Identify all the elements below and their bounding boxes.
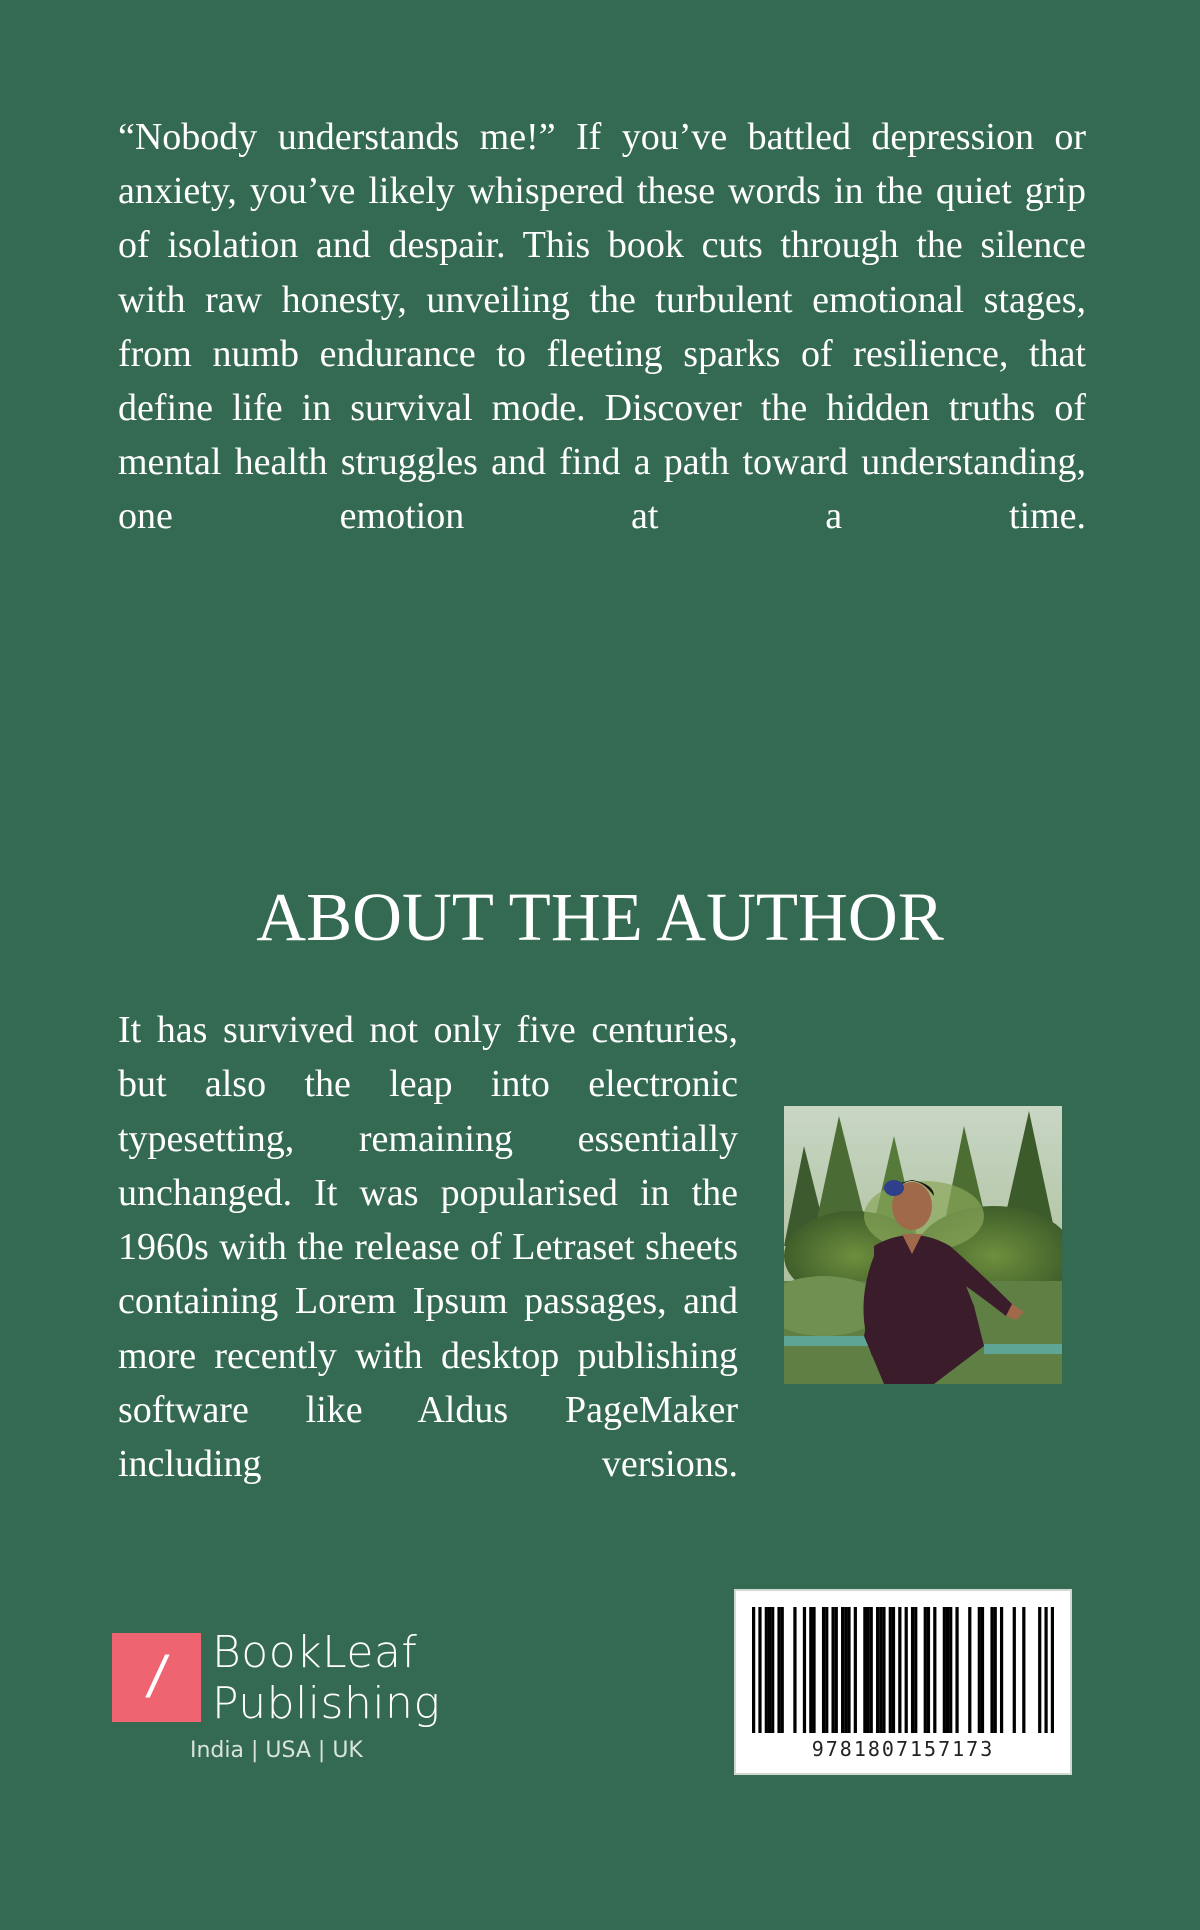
- barcode-bar: [841, 1607, 844, 1733]
- publisher-logo: [112, 1627, 452, 1767]
- isbn-barcode: [734, 1589, 1072, 1775]
- barcode-bar: [847, 1607, 850, 1733]
- barcode-bar: [809, 1607, 812, 1733]
- author-photo: [784, 1106, 1062, 1384]
- barcode-bar: [752, 1607, 755, 1733]
- barcode-bar: [1022, 1607, 1025, 1733]
- barcode-bar: [844, 1607, 847, 1733]
- barcode-bar: [870, 1607, 873, 1733]
- barcode-bar: [863, 1607, 866, 1733]
- barcode-bar: [876, 1607, 879, 1733]
- publisher-logo-mark: [112, 1633, 201, 1722]
- barcode-bar: [882, 1607, 885, 1733]
- barcode-bars: [752, 1607, 1054, 1733]
- barcode-bar: [955, 1607, 958, 1733]
- barcode-bar: [949, 1607, 952, 1733]
- barcode-bar: [1051, 1607, 1054, 1733]
- barcode-bar: [943, 1607, 946, 1733]
- barcode-bar: [914, 1607, 917, 1733]
- barcode-bar: [933, 1607, 936, 1733]
- publisher-name-line2: Publishing: [212, 1678, 441, 1729]
- barcode-bar: [889, 1607, 892, 1733]
- barcode-bar: [927, 1607, 930, 1733]
- barcode-bar: [905, 1607, 908, 1733]
- barcode-bar: [968, 1607, 971, 1733]
- publisher-name-line1: BookLeaf: [212, 1627, 418, 1678]
- barcode-bar: [835, 1607, 838, 1733]
- barcode-bar: [911, 1607, 914, 1733]
- author-bio: It has survived not only five centuries, but also the leap into electronic typesetting, remaining essentially unchanged. It was popularised in the 1960s with the release of Letraset sheets containing Lorem Ipsum passages, and more recently with desktop publishing software like Aldus PageMaker including versions.: [118, 1009, 738, 1486]
- barcode-bar: [898, 1607, 901, 1733]
- barcode-bar: [892, 1607, 895, 1733]
- barcode-bar: [825, 1607, 828, 1733]
- barcode-bar: [1000, 1607, 1003, 1733]
- barcode-bar: [1038, 1607, 1041, 1733]
- barcode-bar: [879, 1607, 882, 1733]
- barcode-bar: [866, 1607, 869, 1733]
- barcode-bar: [812, 1607, 815, 1733]
- barcode-bar: [803, 1607, 806, 1733]
- barcode-bar: [978, 1607, 981, 1733]
- barcode-bar: [854, 1607, 857, 1733]
- barcode-bar: [924, 1607, 927, 1733]
- barcode-bar: [831, 1607, 834, 1733]
- barcode-bar: [768, 1607, 771, 1733]
- book-blurb: “Nobody understands me!” If you’ve battled depression or anxiety, you’ve likely whispered these words in the quiet grip of isolation and despair. This book cuts through the silence with raw honesty, unveiling the turbulent emotional stages, from numb endurance to fleeting sparks of resilience, that define life in survival mode. Discover the hidden truths of mental health struggles and find a path toward understanding, one emotion at a time.: [118, 116, 1086, 538]
- barcode-bar: [981, 1607, 984, 1733]
- barcode-bar: [946, 1607, 949, 1733]
- author-photo-image: [784, 1106, 1062, 1384]
- barcode-bar: [793, 1607, 796, 1733]
- barcode-bar: [1044, 1607, 1047, 1733]
- barcode-bar: [781, 1607, 784, 1733]
- barcode-bar: [765, 1607, 768, 1733]
- slash-icon: /: [148, 1645, 165, 1710]
- barcode-bar: [1013, 1607, 1016, 1733]
- barcode-bar: [771, 1607, 774, 1733]
- barcode-bar: [990, 1607, 993, 1733]
- publisher-regions: India | USA | UK: [190, 1738, 363, 1763]
- isbn-number: 9781807157173: [811, 1737, 995, 1761]
- publisher-name: [212, 1627, 440, 1729]
- barcode-bar: [994, 1607, 997, 1733]
- barcode-bar: [777, 1607, 780, 1733]
- barcode-bar: [758, 1607, 761, 1733]
- about-author-heading: ABOUT THE AUTHOR: [256, 879, 944, 955]
- barcode-bar: [822, 1607, 825, 1733]
